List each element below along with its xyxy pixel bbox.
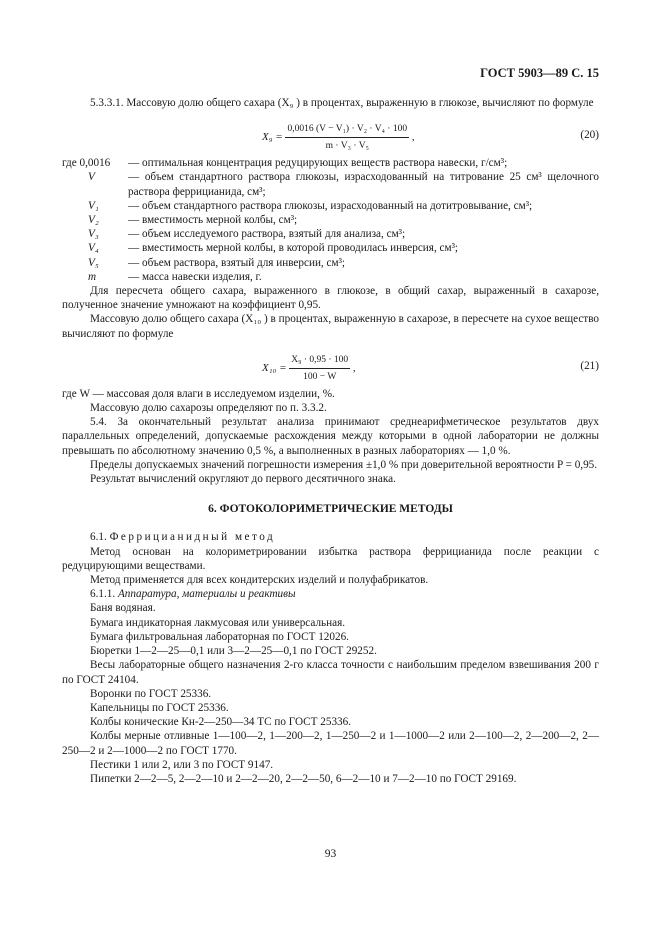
- paragraph-method: Метод основан на колориметрировании избытка раствора феррицианида после реакции с редуцирующими веществами.: [62, 545, 599, 572]
- list-item: Капельницы по ГОСТ 25336.: [90, 701, 229, 714]
- definition-text: — вместимость мерной колбы, см³;: [128, 214, 298, 227]
- formula-21-lhs: X₁₀ =: [262, 362, 287, 375]
- formula-20-tail: ,: [411, 131, 415, 144]
- definition-symbol: V₂: [88, 214, 99, 227]
- paragraph-limits: Пределы допускаемых значений погрешности измерения ±1,0 % при доверительной вероятности P = 0,95.: [90, 458, 598, 471]
- clause-number: 6.1.: [90, 531, 107, 544]
- definition-text: — вместимость мерной колбы, в которой проводилась инверсия, см³;: [128, 242, 459, 255]
- list-item: Бумага фильтровальная лабораторная по ГОСТ 12026.: [90, 630, 349, 643]
- definition-symbol: m: [88, 270, 97, 283]
- definition-row: [62, 241, 599, 255]
- definitions-list: [62, 156, 599, 284]
- section-heading: 6. ФОТОКОЛОРИМЕТРИЧЕСКИЕ МЕТОДЫ: [208, 503, 453, 516]
- definition-symbol: V₁: [88, 199, 99, 212]
- formula-20-fraction: [285, 122, 409, 153]
- formula-21-fraction: [289, 353, 350, 384]
- paragraph-6-1: [62, 530, 599, 544]
- paragraph-5-4: 5.4. За окончательный результат анализа принимают среднеарифметическое результатов двух параллельных определений, допускаемые расхождения между которыми в одной лаборатории не должны превышать по абсолютному значению 0,5 %, а выполненных в разных лабораториях — 1,0 %.: [62, 416, 599, 457]
- list-item: Бумага индикаторная лакмусовая или универсальная.: [90, 616, 346, 629]
- formula-20-numerator: 0,0016 (V − V₁) · V₂ · V₄ · 100: [285, 122, 409, 138]
- formula-20: [62, 110, 599, 156]
- definition-text: — оптимальная концентрация редуцирующих веществ раствора навески, г/см³;: [128, 157, 508, 170]
- formula-21-denominator: 100 − W: [303, 372, 337, 383]
- definition-symbol: V₄: [88, 242, 99, 255]
- definition-row: [62, 256, 599, 270]
- clause-title: Аппаратура, материалы и реактивы: [117, 588, 296, 601]
- formula-21-expression: [262, 353, 356, 384]
- list-item: Баня водяная.: [90, 602, 156, 615]
- definition-row: [62, 213, 599, 227]
- paragraph-5331: 5.3.3.1. Массовую долю общего сахара (X₉ ) в процентах, выраженную в глюкозе, вычисляют по формуле: [90, 97, 594, 109]
- formula-20-denominator: m · V₃ · V₅: [325, 141, 369, 152]
- definition-row: [62, 199, 599, 213]
- formula-21-numerator: X₉ · 0,95 · 100: [289, 353, 350, 369]
- definition-text: — объем стандартного раствора глюкозы, израсходованный на титрование 25 см³ щелочного раствора феррицианида, см³;: [128, 171, 599, 198]
- definition-row: [62, 156, 599, 170]
- formula-20-expression: [262, 122, 415, 153]
- list-item: Воронки по ГОСТ 25336.: [90, 687, 212, 700]
- paragraph-sucrose: Массовую долю сахарозы определяют по п. 3.3.2.: [90, 402, 327, 415]
- clause-number: 6.1.1.: [90, 588, 116, 601]
- page-number: 93: [324, 848, 337, 860]
- formula-20-number: (20): [580, 129, 599, 142]
- definition-symbol: где 0,0016: [62, 157, 111, 170]
- paragraph-apply: Метод применяется для всех кондитерских изделий и полуфабрикатов.: [90, 574, 429, 587]
- paragraph-6-1-1: [62, 587, 599, 601]
- page-header: ГОСТ 5903—89 С. 15: [480, 66, 599, 80]
- definition-text: — объем стандартного раствора глюкозы, израсходованный на дотитровывание, см³;: [128, 199, 533, 212]
- paragraph-recalc: Для пересчета общего сахара, выраженного в глюкозе, в общий сахар, выраженный в сахарозе, полученное значение умножают на коэффициент 0,95.: [62, 285, 599, 312]
- list-item: Пестики 1 или 2, или 3 по ГОСТ 9147.: [90, 758, 274, 771]
- paragraph-w: где W — массовая доля влаги в исследуемом изделии, %.: [62, 387, 335, 400]
- formula-21: [62, 341, 599, 387]
- list-item: Пипетки 2—2—5, 2—2—10 и 2—2—20, 2—2—50, 6—2—10 и 7—2—10 по ГОСТ 29169.: [90, 772, 517, 785]
- list-item: Бюретки 1—2—25—0,1 или 3—2—25—0,1 по ГОСТ 29252.: [90, 645, 377, 658]
- definition-text: — масса навески изделия, г.: [128, 270, 262, 283]
- definition-row: [62, 227, 599, 241]
- clause-title: Феррицианидный метод: [109, 531, 276, 544]
- paragraph-x10: Массовую долю общего сахара (X₁₀ ) в процентах, выраженную в сахарозе, в пересчете на сухое вещество вычисляют по формуле: [62, 313, 599, 340]
- list-item: Весы лабораторные общего назначения 2-го класса точности с наибольшим пределом взвешивания 200 г по ГОСТ 24104.: [62, 659, 599, 686]
- definition-symbol: V: [88, 171, 95, 184]
- list-item: Колбы мерные отливные 1—100—2, 1—200—2, 1—250—2 и 1—1000—2 или 2—100—2, 2—200—2, 2—250—2 и 2—1000—2 по ГОСТ 1770.: [62, 730, 599, 757]
- formula-21-number: (21): [580, 359, 599, 372]
- definition-symbol: V₃: [88, 228, 99, 241]
- page-content: [62, 96, 599, 786]
- formula-20-lhs: X₉ =: [262, 131, 283, 144]
- definition-text: — объем раствора, взятый для инверсии, см³;: [128, 256, 346, 269]
- list-item: Колбы конические Кн-2—250—34 ТС по ГОСТ 25336.: [90, 716, 352, 729]
- definition-symbol: V₅: [88, 256, 99, 269]
- definition-row: [62, 170, 599, 198]
- definition-text: — объем исследуемого раствора, взятый для анализа, см³;: [128, 228, 406, 241]
- definition-row: [62, 270, 599, 284]
- paragraph-round: Результат вычислений округляют до первого десятичного знака.: [90, 473, 396, 486]
- formula-21-tail: ,: [352, 362, 356, 375]
